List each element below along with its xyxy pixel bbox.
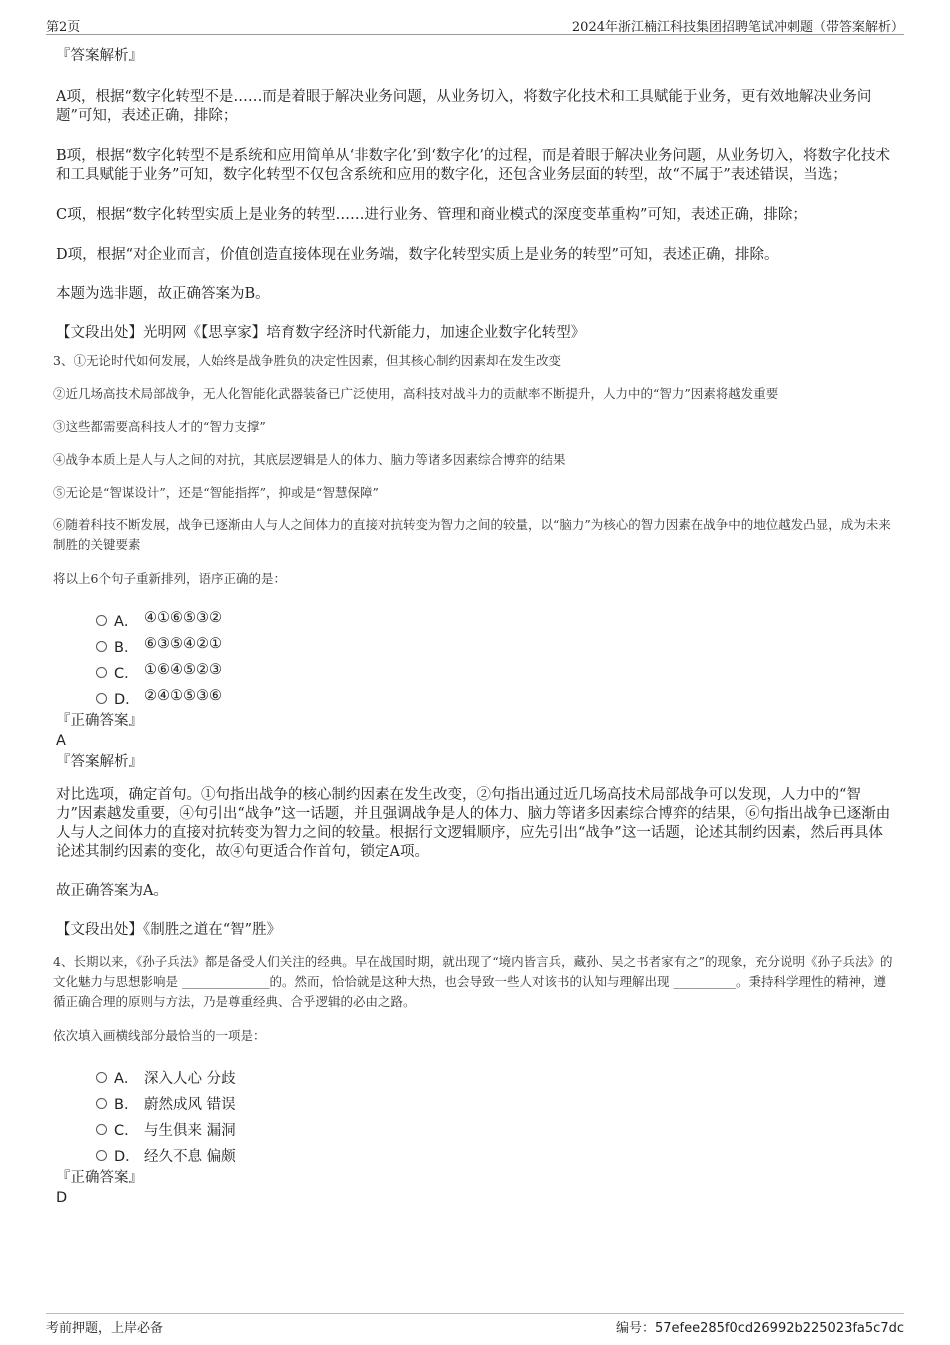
q3-options — [56, 606, 896, 710]
q2-analysis-label: 『答案解析』 — [56, 48, 143, 64]
q2-analysis-b: B项，根据“数字化转型不是系统和应用简单从‘非数字化’到‘数字化’的过程，而是着眼于解决业务问题，从业务切入，将数字化技术和工具赋能于业务”可知，数字化转型不仅包含系统和应用的数字化，还包含业务层面的转型，故“不属于”表述错误，当选； — [56, 148, 890, 183]
q4-stem: 4、长期以来，《孙子兵法》都是备受人们关注的经典。早在战国时期，就出现了“境内皆言兵，藏孙、吴之书者家有之”的现象，充分说明《孙子兵法》的文化魅力与思想影响是 ______________的。然而，恰恰就是这种大热，也会导致一些人对该书的认知与理解出现 __________。秉持科学理性的精神，遵循正确合理的原则与方法，乃是尊重经典、合乎逻辑的必由之路。 — [53, 954, 893, 1009]
radio-icon[interactable] — [96, 1098, 107, 1109]
radio-icon[interactable] — [96, 693, 107, 704]
page-footer — [46, 1313, 904, 1336]
q3-option-b[interactable]: B． ⑥③⑤④②① — [56, 632, 896, 658]
q3-analysis-label: 『答案解析』 — [56, 754, 143, 770]
q4-prompt: 依次填入画横线部分最恰当的一项是： — [53, 1028, 266, 1043]
q4-option-c[interactable]: C． 与生俱来 漏洞 — [56, 1115, 896, 1141]
q4-answer: D — [56, 1190, 68, 1206]
q4-option-a[interactable]: A． 深入人心 分歧 — [56, 1063, 896, 1089]
footer-slogan: 考前押题，上岸必备 — [46, 1321, 164, 1336]
q3-answer-label: 『正确答案』 — [56, 713, 143, 729]
q3-sentence-2: ②近几场高技术局部战争，无人化智能化武器装备已广泛使用，高科技对战斗力的贡献率不断提升，人力中的“智力”因素将越发重要 — [53, 386, 779, 401]
radio-icon[interactable] — [96, 1150, 107, 1161]
page-content — [53, 40, 896, 1207]
q3-conclusion: 故正确答案为A。 — [56, 883, 168, 899]
q4-option-d[interactable]: D． 经久不息 偏颇 — [56, 1141, 896, 1167]
q3-option-c[interactable]: C． ①⑥④⑤②③ — [56, 658, 896, 684]
page-number: 第2页 — [46, 20, 81, 35]
radio-icon[interactable] — [96, 1124, 107, 1135]
q3-option-d[interactable]: D． ②④①⑤③⑥ — [56, 684, 896, 710]
q3-option-a[interactable]: A． ④①⑥⑤③② — [56, 606, 896, 632]
radio-icon[interactable] — [96, 1072, 107, 1083]
page-header — [46, 14, 904, 35]
radio-icon[interactable] — [96, 615, 107, 626]
q4-answer-label: 『正确答案』 — [56, 1170, 143, 1186]
q3-analysis: 对比选项，确定首句。①句指出战争的核心制约因素在发生改变，②句指出通过近几场高技术局部战争可以发现，人力中的“智力”因素越发重要，④句引出“战争”这一话题，并且强调战争是人的体力、脑力等诸多因素综合博弈的结果，⑥句指出战争已逐渐由人与人之间体力的直接对抗转变为智力之间的较量。根据行文逻辑顺序，应先引出“战争”这一话题，论述其制约因素，然后再具体论述其制约因素的变化，故④句更适合作首句，锁定A项。 — [56, 787, 891, 860]
q3-sentence-3: ③这些都需要高科技人才的“智力支撑” — [53, 419, 266, 434]
q2-analysis-a: A项，根据“数字化转型不是……而是着眼于解决业务问题，从业务切入，将数字化技术和工具赋能于业务，更有效地解决业务问题”可知，表述正确，排除； — [56, 89, 872, 124]
q3-sentence-5: ⑤无论是“智谋设计”，还是“智能指挥”，抑或是“智慧保障” — [53, 485, 379, 500]
q3-sentence-1: 3、①无论时代如何发展，人始终是战争胜负的决定性因素，但其核心制约因素却在发生改变 — [53, 353, 561, 368]
q3-sentence-4: ④战争本质上是人与人之间的对抗，其底层逻辑是人的体力、脑力等诸多因素综合博弈的结果 — [53, 452, 566, 467]
q2-conclusion: 本题为选非题，故正确答案为B。 — [56, 286, 270, 302]
q3-answer: A — [56, 733, 66, 749]
q3-source: 【文段出处】《制胜之道在“智”胜》 — [56, 922, 282, 938]
q3-prompt: 将以上6个句子重新排列，语序正确的是： — [53, 571, 286, 586]
q3-sentence-6: ⑥随着科技不断发展，战争已逐渐由人与人之间体力的直接对抗转变为智力之间的较量，以“脑力”为核心的智力因素在战争中的地位越发凸显，成为未来制胜的关键要素 — [53, 517, 891, 552]
q4-option-b[interactable]: B． 蔚然成风 错误 — [56, 1089, 896, 1115]
radio-icon[interactable] — [96, 667, 107, 678]
document-title: 2024年浙江楠江科技集团招聘笔试冲刺题（带答案解析） — [571, 20, 904, 35]
q2-analysis-c: C项，根据“数字化转型实质上是业务的转型……进行业务、管理和商业模式的深度变革重构”可知，表述正确，排除； — [56, 207, 807, 223]
q4-options — [56, 1063, 896, 1167]
q2-analysis-d: D项，根据“对企业而言，价值创造直接体现在业务端，数字化转型实质上是业务的转型”可知，表述正确，排除。 — [56, 247, 779, 263]
document-id: 编号：57efee285f0cd26992b225023fa5c7dc — [615, 1321, 904, 1336]
radio-icon[interactable] — [96, 641, 107, 652]
q2-source: 【文段出处】光明网《【思享家】培育数字经济时代新能力，加速企业数字化转型》 — [56, 325, 586, 341]
